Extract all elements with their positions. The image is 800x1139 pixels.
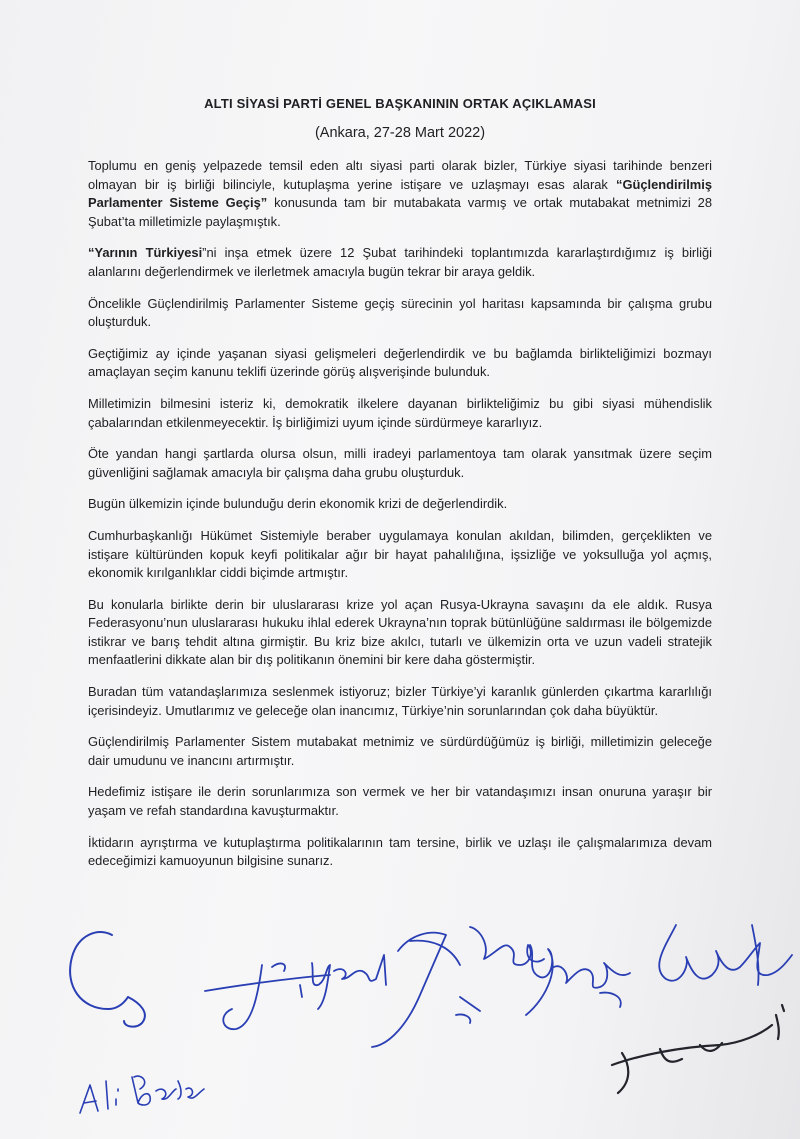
signature-area: [0, 905, 800, 1139]
signature-2: [205, 955, 386, 1029]
paragraph-7: Bugün ülkemizin içinde bulunduğu derin ekonomik krizi de değerlendirdik.: [88, 496, 508, 512]
handwritten-name-ali-babacan: [80, 1076, 204, 1113]
paragraph-1-text-a: Toplumu en geniş yelpazede temsil eden altı siyasi parti olarak bizler, Türkiye siyasi tarihinde benzeri olmayan bir iş birliği bilinciyle, kutuplaşma yerine istişare ve uzlaşmayı esas alarak: [88, 158, 712, 192]
signature-6: [612, 1005, 784, 1093]
paragraph-1-bold: “Güçlendirilmiş Parlamenter Sisteme Geçiş”: [88, 176, 712, 211]
document-title: ALTI SİYASİ PARTİ GENEL BAŞKANININ ORTAK AÇIKLAMASI: [204, 96, 596, 111]
paragraph-1: [88, 157, 712, 231]
paragraph-8: Cumhurbaşkanlığı Hükümet Sistemiyle beraber uygulamaya konulan akıldan, bilimden, gerçeklikten ve istişare kültüründen kopuk keyfi politikalar ağır bir hayat pahalılığına, işsizliğe ve yoksulluğa yol açmış, ekonomik kırılganlıklar ciddi biçimde artmıştır.: [88, 527, 712, 581]
paragraph-2: [88, 244, 712, 281]
paragraph-12: Hedefimiz istişare ile derin sorunlarımıza son vermek ve her bir vatandaşımızı insan onuruna yaraşır bir yaşam ve refah standardına kavuşturmaktır.: [88, 784, 712, 819]
handwritten-letters: [80, 1076, 204, 1113]
paragraph-10: Buradan tüm vatandaşlarımıza seslenmek istiyoruz; bizler Türkiye’yi karanlık günlerden çıkartma kararlılığı içerisindeyiz. Umutlarımız ve geleceğe olan inancımız, Türkiye’nin sorunlarından çok daha büyüktür.: [88, 684, 712, 718]
paragraph-9: Bu konularla birlikte derin bir uluslararası krize yol açan Rusya-Ukrayna savaşını da ele aldık. Rusya Federasyonu’nun uluslararası hukuku ihlal ederek Ukrayna’nın toprak bütünlüğüne saldırması ile bölgemizde istikrar ve barış tehdit altına girmiştir. Bu kriz bize akılcı, tutarlı ve ülkemizin orta ve uzun vadeli stratejik menfaatlerini dikkate alan bir dış politikanın önemini bir kere daha göstermiştir.: [88, 596, 712, 668]
document-subtitle: (Ankara, 27-28 Mart 2022): [314, 125, 486, 141]
signature-1: [70, 932, 145, 1027]
paragraph-2-bold: “Yarının Türkiyesi: [88, 245, 203, 261]
paragraph-3: Öncelikle Güçlendirilmiş Parlamenter Sisteme geçiş sürecinin yol haritası kapsamında bir çalışma grubu oluşturduk.: [88, 295, 712, 330]
paragraph-11: Güçlendirilmiş Parlamenter Sistem mutabakat metnimiz ve sürdürdüğümüz iş birliği, milletimizin geleceğe dair umudunu ve inancını artırmıştır.: [88, 734, 712, 768]
paragraph-5: Milletimizin bilmesini isteriz ki, demokratik ilkelere dayanan birlikteliğimiz bu gibi siyasi mühendislik çabalarından etkilenmeyecektir. İş birliğimizi uyum içinde sürdürmeye kararlıyız.: [88, 395, 712, 430]
signature-5: [659, 925, 792, 985]
paragraph-2-text: ”ni inşa etmek üzere 12 Şubat tarihindeki toplantımızda kararlaştırdığımız iş birliği alanlarını değerlendirmek ve ilerletmek amacıyla bugün tekrar bir araya geldik.: [88, 245, 712, 279]
paragraph-4: Geçtiğimiz ay içinde yaşanan siyasi gelişmeleri değerlendirdik ve bu bağlamda birlikteliğimizi bozmayı amaçlayan seçim kanunu teklifi üzerinde görüş alışverişinde bulunduk.: [88, 345, 712, 380]
signature-4: [526, 945, 630, 1015]
paragraph-1-text-c: konusunda tam bir mutabakata varmış ve ortak mutabakat metnimizi 28 Şubat’ta milletimizle paylaşmıştık.: [88, 195, 712, 229]
paragraph-13: İktidarın ayrıştırma ve kutuplaştırma politikalarının tam tersine, birlik ve uzlaşı ile çalışmalarımıza devam edeceğimizi kamuoyunun bilgisine sunarız.: [88, 834, 712, 869]
signature-3: [372, 927, 544, 1047]
paragraph-6: Öte yandan hangi şartlarda olursa olsun, milli iradeyi parlamentoya tam olarak yansıtmak üzere seçim güvenliğini sağlamak amacıyla bir çalışma daha grubu oluşturduk.: [88, 446, 712, 480]
document-body: [88, 96, 712, 884]
